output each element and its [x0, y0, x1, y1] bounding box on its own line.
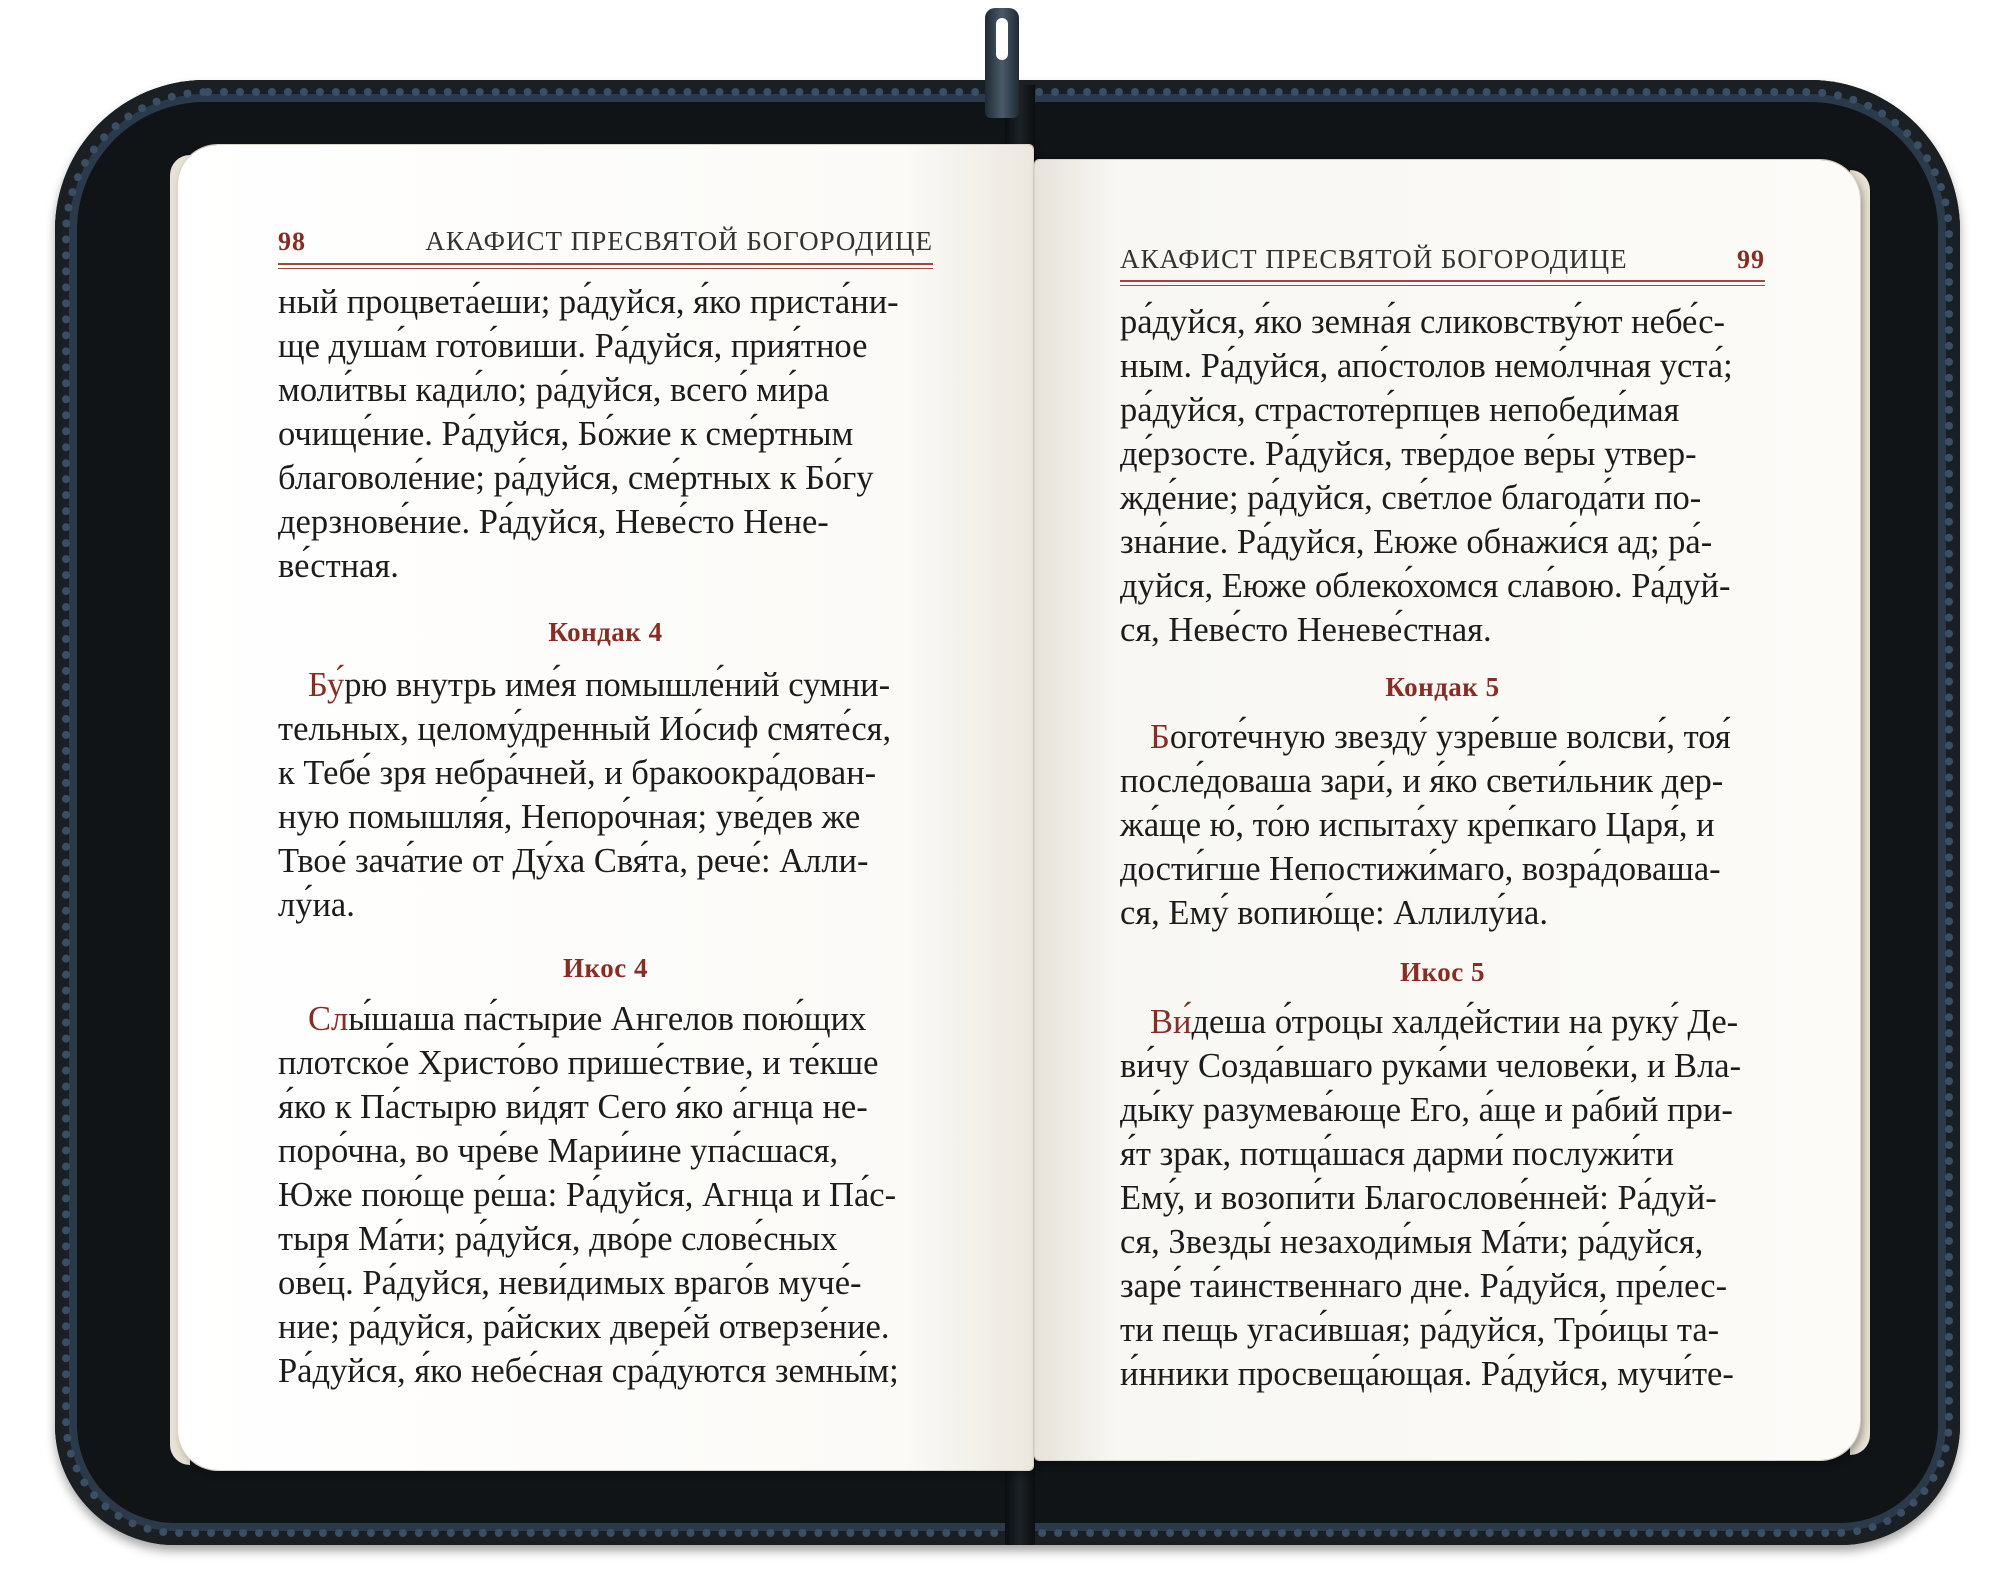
drop-initial: Сл — [308, 1000, 349, 1038]
text-line: ся, Неве́сто Неневе́стная. — [1120, 611, 1492, 649]
text-line: ове́ц. Ра́дуйся, неви́димых враго́в муче́- — [278, 1264, 862, 1302]
section-heading: Кондак 5 — [1385, 672, 1500, 702]
text-line: тыря Ма́ти; ра́дуйся, дво́ре слове́сных — [278, 1220, 838, 1258]
section-heading: Икос 5 — [1400, 957, 1485, 987]
drop-initial: Бу́ — [308, 666, 345, 704]
text-line: моли́твы кади́ло; ра́дуйся, всего́ ми́ра — [278, 371, 830, 409]
text-block — [1120, 1000, 1765, 1396]
text-line: ды́ку разумева́юще Его, а́ще и ра́бий при- — [1120, 1091, 1733, 1129]
text-line: очище́ние. Ра́дуйся, Бо́жие к сме́ртным — [278, 415, 854, 453]
text-line: Ему́, и возопи́ти Благослове́нней: Ра́дуй- — [1120, 1179, 1717, 1217]
text-line: поро́чна, во чре́ве Мари́ине упа́сшася, — [278, 1132, 839, 1170]
text-line: я́ко к Па́стырю ви́дят Сего я́ко а́гнца не- — [278, 1088, 868, 1126]
drop-initial: Ви — [1150, 1003, 1192, 1041]
text-line: я́т зрак, потща́шася дарми́ послужи́ти — [1120, 1135, 1674, 1173]
text-line: Ви́деша о́троцы халде́йстии на руку́ Де- — [1150, 1003, 1739, 1041]
text-line: Бу́рю внутрь име́я помышле́ний сумни- — [308, 666, 891, 704]
text-line: ти пещь угаси́вшая; ра́дуйся, Тро́ицы та- — [1120, 1311, 1720, 1349]
text-line: дерзнове́ние. Ра́дуйся, Неве́сто Нене- — [278, 503, 829, 541]
text-line: жа́ще ю́, то́ю испыта́ху кре́пкаго Царя́, и — [1120, 806, 1715, 844]
text-line: дуйся, Еюже облеко́хомся сла́вою. Ра́дуй- — [1120, 567, 1731, 605]
text-line: ве́стная. — [278, 547, 399, 585]
drop-initial: Б — [1150, 718, 1170, 756]
text-line: Юже пою́ще ре́ша: Ра́дуйся, Агнца и Па́с- — [278, 1176, 897, 1214]
text-line: Ра́дуйся, я́ко небе́сная сра́дуются земны́м; — [278, 1352, 899, 1390]
text-line: плотско́е Христо́во прише́ствие, и те́кше — [278, 1044, 879, 1082]
text-line: лу́иа. — [278, 886, 355, 924]
text-line: ра́дуйся, я́ко земна́я сликовству́ют небе́с- — [1120, 303, 1726, 341]
section-heading: Кондак 4 — [548, 617, 663, 647]
text-line: к Тебе́ зря небра́чней, и бракоокра́дован- — [278, 754, 877, 792]
right-page-header — [1120, 225, 1765, 275]
text-line: де́рзосте. Ра́дуйся, тве́рдое ве́ры утвер- — [1120, 435, 1697, 473]
text-line: тельных, целому́дренный Ио́сиф смяте́ся, — [278, 710, 892, 748]
header-rule — [278, 263, 933, 269]
text-line: после́доваша зари́, и я́ко свети́льник дер- — [1120, 762, 1724, 800]
zipper-pull-icon — [985, 8, 1019, 118]
text-block — [1120, 715, 1765, 935]
text-line: дости́гше Непостижи́маго, возра́доваша- — [1120, 850, 1721, 888]
text-line: ную помышля́я, Непоро́чная; уве́дев же — [278, 798, 861, 836]
section-heading: Икос 4 — [563, 953, 648, 983]
text-line: ся, Звезды́ незаходи́мыя Ма́ти; ра́дуйся, — [1120, 1223, 1704, 1261]
text-block — [278, 280, 933, 588]
page-number: 99 — [1737, 245, 1765, 274]
text-line: Боготе́чную звезду́ узре́вше волсви́, тоя́ — [1150, 718, 1731, 756]
text-line: ще душа́м гото́виши. Ра́дуйся, прия́тное — [278, 327, 868, 365]
text-block — [278, 663, 933, 927]
left-page — [178, 145, 1033, 1470]
text-line: жде́ние; ра́дуйся, све́тлое благода́ти по- — [1120, 479, 1702, 517]
text-line: ра́дуйся, страстоте́рпцев непобеди́мая — [1120, 391, 1680, 429]
right-page — [1035, 160, 1860, 1460]
text-line: ным. Ра́дуйся, апо́столов немо́лчная уста́; — [1120, 347, 1733, 385]
text-block — [1120, 300, 1765, 652]
running-title: АКАФИСТ ПРЕСВЯТОЙ БОГОРОДИЦЕ — [425, 226, 933, 256]
text-line: благоволе́ние; ра́дуйся, сме́ртных к Бо́гу — [278, 459, 874, 497]
left-page-header — [278, 207, 933, 257]
text-block — [278, 997, 933, 1393]
text-line: ся, Ему́ вопию́ще: Аллилу́иа. — [1120, 894, 1548, 932]
text-line: ви́чу Созда́вшаго рука́ми челове́ки, и Вла- — [1120, 1047, 1742, 1085]
running-title: АКАФИСТ ПРЕСВЯТОЙ БОГОРОДИЦЕ — [1120, 244, 1628, 274]
text-line: Твое́ зача́тие от Ду́ха Свя́та, рече́: Алли- — [278, 842, 869, 880]
text-line: и́нники просвеща́ющая. Ра́дуйся, мучи́те- — [1120, 1355, 1734, 1393]
header-rule — [1120, 280, 1765, 286]
text-line: зна́ние. Ра́дуйся, Еюже обнажи́ся ад; ра́- — [1120, 523, 1713, 561]
text-line: заре́ та́инственнаго дне. Ра́дуйся, пре́лес- — [1120, 1267, 1728, 1305]
text-line: Слы́шаша па́стырие Ангелов пою́щих — [308, 1000, 867, 1038]
text-line: ный процвета́еши; ра́дуйся, я́ко приста́ни- — [278, 283, 899, 321]
page-number: 98 — [278, 227, 306, 256]
text-line: ние; ра́дуйся, ра́йских двере́й отверзе́ние. — [278, 1308, 890, 1346]
